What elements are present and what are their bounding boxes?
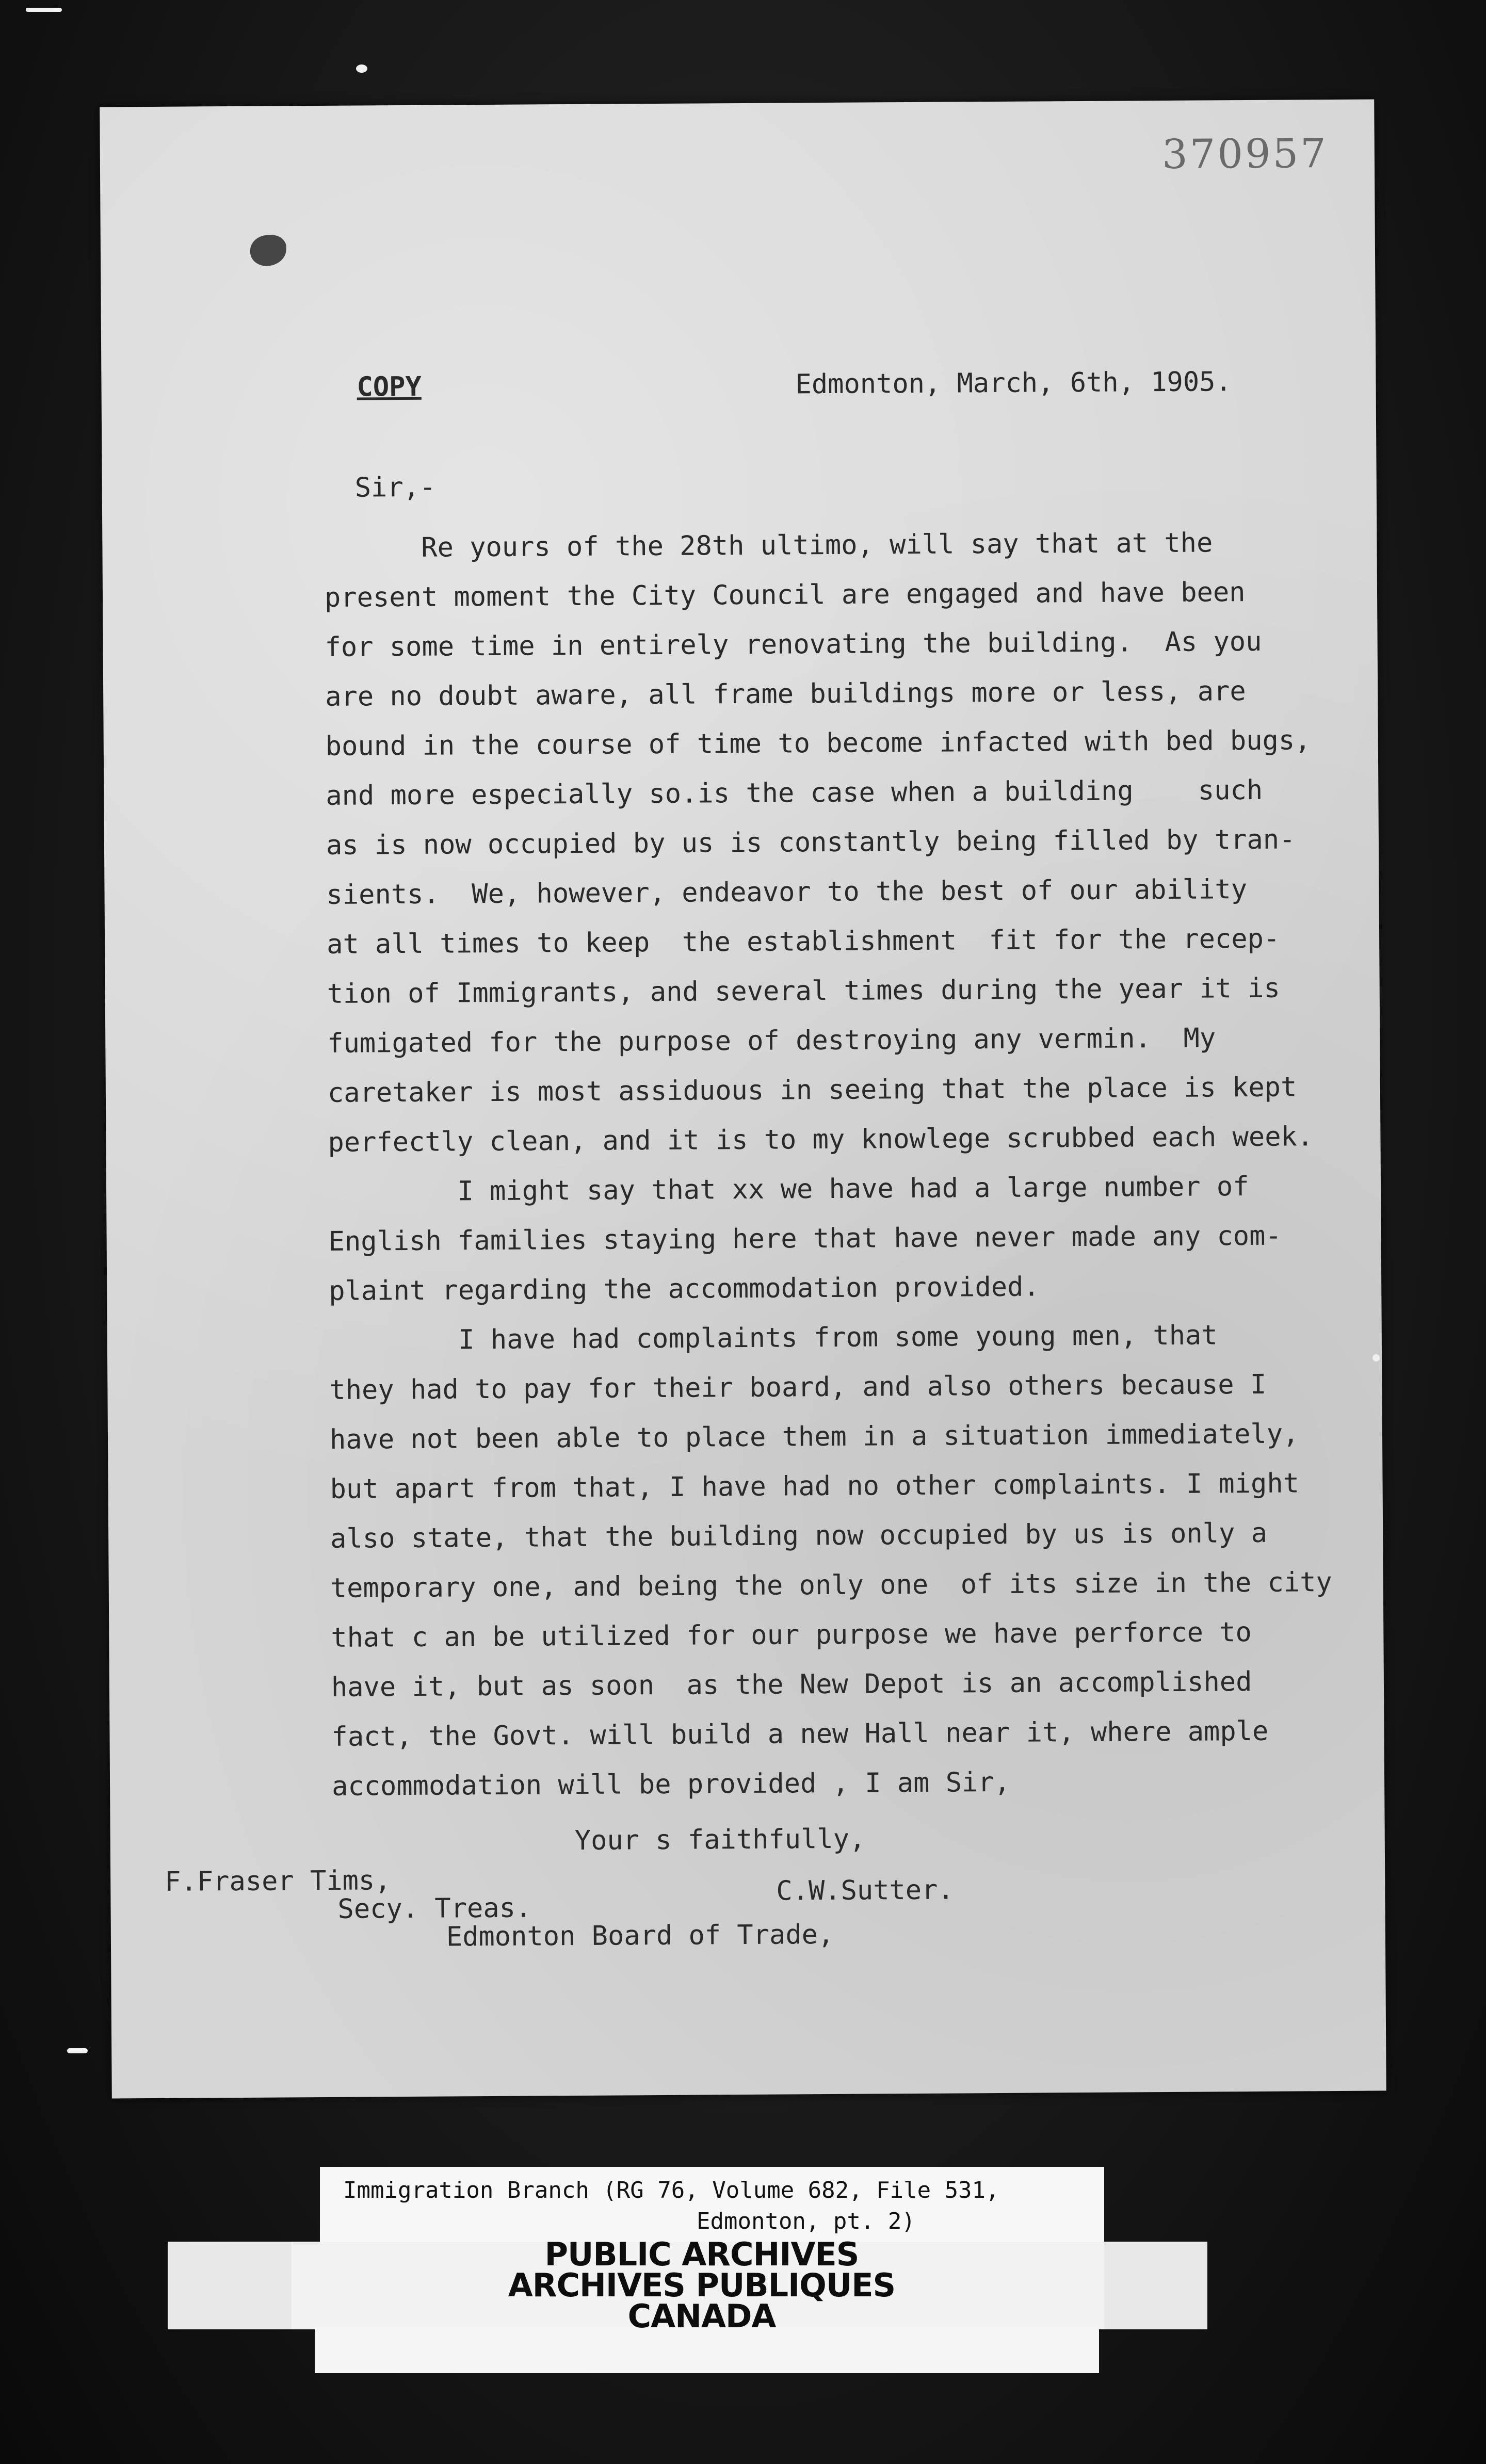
- film-speck: [67, 2048, 88, 2053]
- body-line: sients. We, however, endeavor to the best of our ability: [326, 874, 1248, 911]
- letter-body: [324, 517, 1332, 1811]
- addressee-organization: Edmonton Board of Trade,: [446, 1919, 834, 1953]
- ink-blot: [250, 235, 286, 266]
- archive-number: 370957: [1161, 131, 1329, 179]
- body-line: have it, but as soon as the New Depot is an accomplished: [331, 1666, 1252, 1703]
- salutation: Sir,-: [354, 472, 436, 504]
- body-line: at all times to keep the establishment fit for the recep-: [326, 923, 1280, 960]
- letter-date: Edmonton, March, 6th, 1905.: [795, 366, 1232, 400]
- archive-stamp-strip-right: [1104, 2242, 1207, 2329]
- body-line: I might say that xx we have had a large number of: [328, 1171, 1249, 1208]
- letter-page: [100, 99, 1386, 2098]
- body-line: fumigated for the purpose of destroying any vermin. My: [327, 1023, 1216, 1059]
- film-speck: [1372, 1354, 1380, 1361]
- body-line: and more especially so.is the case when a building such: [326, 774, 1263, 812]
- body-line: as is now occupied by us is constantly being filled by tran-: [326, 824, 1296, 861]
- body-line: perfectly clean, and it is to my knowlege scrubbed each week.: [328, 1121, 1314, 1158]
- archive-stamp-strip-left: [168, 2242, 292, 2329]
- body-line: have not been able to place them in a situation immediately,: [329, 1418, 1299, 1455]
- public-archives-stamp: [480, 2235, 924, 2335]
- addressee-name: F.Fraser Tims,: [165, 1865, 391, 1898]
- body-line: accommodation will be provided , I am Sir,: [331, 1766, 1011, 1802]
- body-line: Re yours of the 28th ultimo, will say that at the: [324, 527, 1213, 564]
- body-line: English families staying here that have never made any com-: [328, 1220, 1282, 1257]
- body-line: also state, that the building now occupied by us is only a: [330, 1517, 1268, 1554]
- copy-heading: COPY: [357, 371, 422, 403]
- archive-reference-label: [320, 2167, 1104, 2244]
- closing: Your s faithfully,: [574, 1823, 866, 1857]
- stamp-line-3: CANADA: [627, 2297, 776, 2335]
- body-line: I have had complaints from some young men, that: [329, 1320, 1218, 1356]
- stamp-line-1: PUBLIC ARCHIVES: [544, 2235, 859, 2273]
- body-line: tion of Immigrants, and several times during the year it is: [327, 972, 1280, 1010]
- body-line: for some time in entirely renovating the building. As you: [325, 626, 1262, 663]
- body-line: they had to pay for their board, and also others because I: [329, 1369, 1267, 1406]
- body-line: that c an be utilized for our purpose we have perforce to: [331, 1616, 1252, 1654]
- reference-line-1: Immigration Branch (RG 76, Volume 682, File 531,: [343, 2177, 999, 2203]
- body-line: but apart from that, I have had no other complaints. I might: [330, 1468, 1300, 1505]
- body-line: are no doubt aware, all frame buildings more or less, are: [325, 676, 1246, 712]
- addressee-title: Secy. Treas.: [337, 1892, 532, 1925]
- reference-line-2: Edmonton, pt. 2): [697, 2208, 915, 2234]
- body-line: bound in the course of time to become infacted with bed bugs,: [325, 725, 1311, 762]
- body-line: caretaker is most assiduous in seeing that the place is kept: [327, 1072, 1297, 1109]
- film-speck: [356, 64, 367, 73]
- body-line: present moment the City Council are engaged and have been: [324, 577, 1246, 613]
- body-line: fact, the Govt. will build a new Hall near it, where ample: [331, 1715, 1269, 1753]
- signature: C.W.Sutter.: [776, 1874, 954, 1907]
- body-line: plaint regarding the accommodation provided.: [329, 1271, 1040, 1307]
- film-speck: [26, 8, 62, 12]
- body-line: temporary one, and being the only one of its size in the city: [330, 1567, 1332, 1604]
- stamp-line-2: ARCHIVES PUBLIQUES: [508, 2266, 896, 2304]
